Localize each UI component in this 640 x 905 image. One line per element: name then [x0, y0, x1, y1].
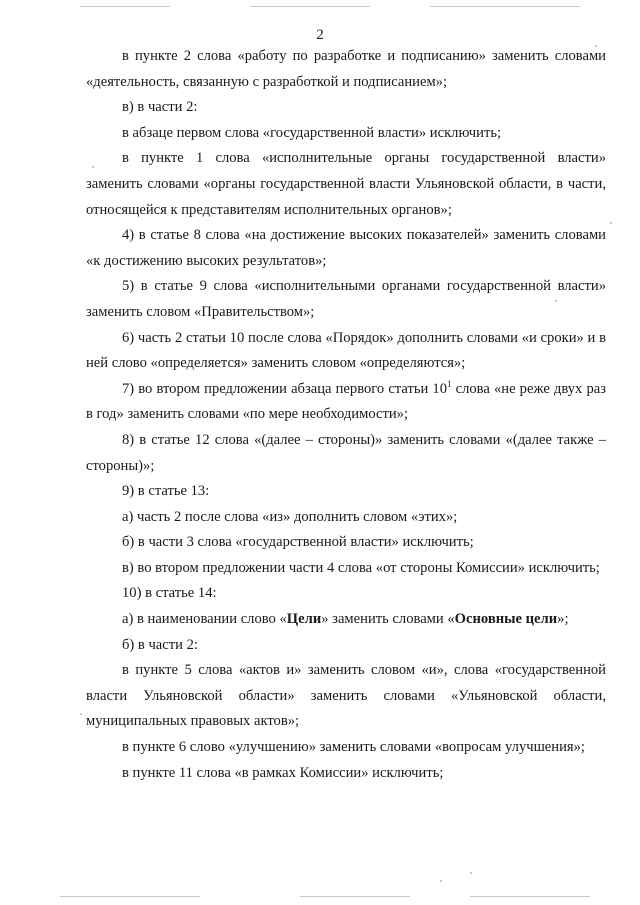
bold-text: Цели	[286, 611, 322, 628]
paragraph	[86, 607, 606, 633]
text-run: б) в части 2:	[122, 636, 198, 653]
text-run: 6) часть 2 статьи 10 после слова «Порядок» дополнить словами «и сроки» и в ней слово «определяется» заменить словом «определяются»;	[86, 329, 606, 372]
superscript: 1	[447, 378, 452, 389]
paragraph	[86, 223, 606, 274]
text-run: в) во втором предложении части 4 слова «от стороны Комиссии» исключить;	[122, 559, 600, 576]
page-number: 2	[316, 27, 324, 43]
paragraph	[86, 428, 606, 479]
paragraph	[86, 44, 606, 95]
paragraph	[86, 735, 606, 761]
text-run: в) в части 2:	[122, 99, 198, 116]
text-run: 4) в статье 8 слова «на достижение высоких показателей» заменить словами «к достижению высоких результатов»;	[86, 227, 606, 269]
scan-artifact	[80, 6, 170, 7]
paragraph	[86, 581, 606, 607]
scan-artifact	[470, 896, 590, 897]
paragraph	[86, 556, 606, 582]
paragraph	[86, 274, 606, 325]
paragraph	[86, 530, 606, 556]
scan-artifact	[60, 896, 200, 897]
paragraph	[86, 95, 606, 121]
document-body	[86, 44, 606, 786]
text-run: 5) в статье 9 слова «исполнительными органами государственной власти» заменить словом «Правительством»;	[86, 278, 606, 320]
text-run: 9) в статье 13:	[122, 483, 210, 500]
text-run: в пункте 11 слова «в рамках Комиссии» исключить;	[122, 764, 444, 781]
paragraph	[86, 658, 606, 735]
scan-artifact	[80, 713, 82, 715]
text-run: »;	[557, 611, 569, 628]
paragraph	[86, 761, 606, 787]
text-run: в пункте 2 слова «работу по разработке и подписанию» заменить словами «деятельность, связанную с разработкой и подписанием»;	[86, 48, 606, 90]
text-run: 8) в статье 12 слова «(далее – стороны)» заменить словами «(далее также – стороны)»;	[86, 431, 606, 474]
paragraph	[86, 505, 606, 531]
text-run: в пункте 1 слова «исполнительные органы государственной власти» заменить словами «органы государственной власти Ульяновской области, в части, относящейся к представителям исполнительных органов»;	[86, 150, 606, 218]
text-run: » заменить словами «	[321, 611, 455, 628]
text-run: 7) во втором предложении абзаца первого статьи 10	[122, 380, 448, 397]
scan-artifact	[250, 6, 370, 7]
scan-artifact	[430, 6, 580, 7]
bold-text: Основные цели	[454, 611, 558, 628]
text-run: в пункте 6 слово «улучшению» заменить словами «вопросам улучшения»;	[122, 739, 585, 756]
paragraph	[86, 479, 606, 505]
scan-artifact	[470, 872, 472, 874]
text-run: а) в наименовании слово «	[122, 611, 287, 628]
paragraph	[86, 633, 606, 659]
text-run: б) в части 3 слова «государственной власти» исключить;	[122, 534, 474, 551]
text-run: в пункте 5 слова «актов и» заменить словом «и», слова «государственной власти Ульяновской области» заменить словами «Ульяновской области, муниципальных правовых актов»;	[86, 662, 606, 730]
scan-artifact	[440, 880, 442, 882]
paragraph	[86, 377, 606, 428]
text-run: в абзаце первом слова «государственной власти» исключить;	[122, 124, 502, 141]
text-run: слова «не реже двух раз в год» заменить словами «по мере необходимости»;	[86, 380, 606, 423]
paragraph	[86, 121, 606, 147]
scan-artifact	[300, 896, 410, 897]
text-run: а) часть 2 после слова «из» дополнить словом «этих»;	[122, 508, 458, 525]
scan-artifact	[610, 222, 612, 224]
paragraph	[86, 326, 606, 377]
paragraph	[86, 146, 606, 223]
text-run: 10) в статье 14:	[122, 585, 217, 602]
